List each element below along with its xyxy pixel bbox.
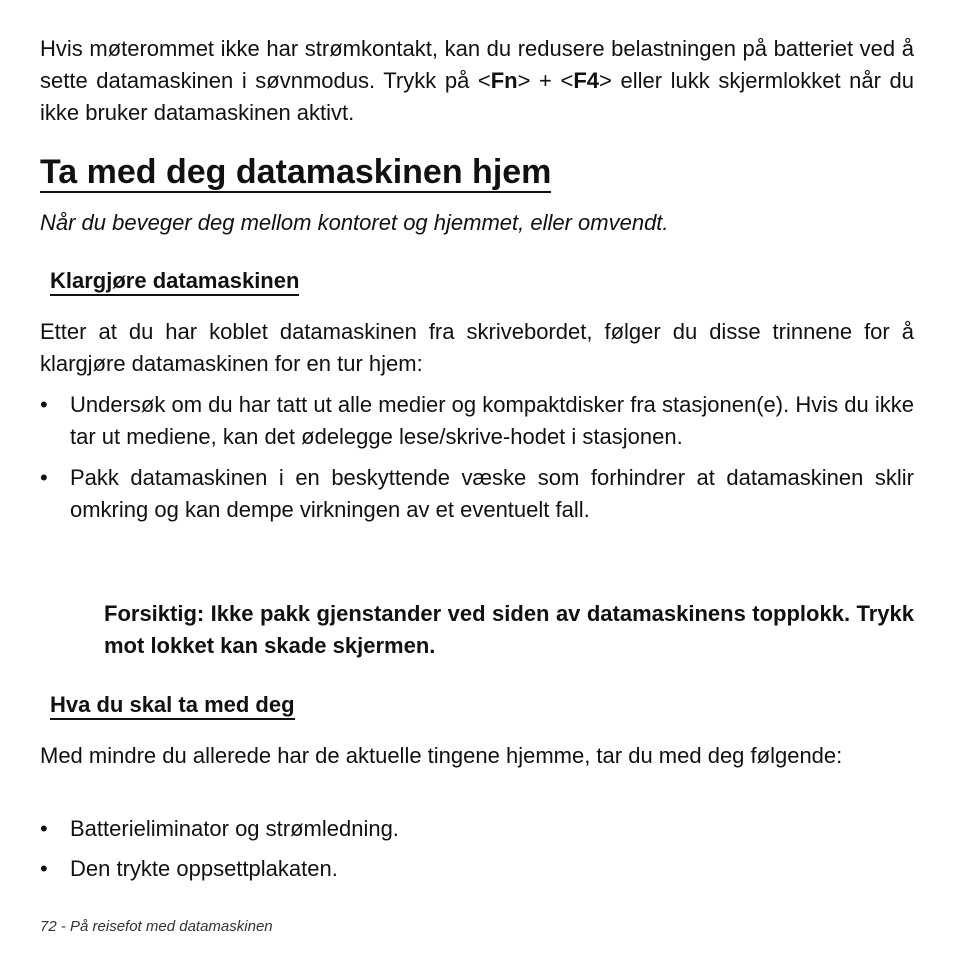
section-heading-bring-text: Hva du skal ta med deg bbox=[50, 692, 295, 720]
prepare-bullet-list bbox=[40, 389, 914, 526]
section-heading-prepare-text: Klargjøre datamaskinen bbox=[50, 268, 299, 296]
list-item-text: Den trykte oppsettplakaten. bbox=[70, 856, 338, 881]
list-item bbox=[40, 853, 914, 885]
intro-text-3: > eller lukk skjermlokket når du ikke bruker datamaskinen aktivt. bbox=[40, 68, 914, 125]
bullet-icon: • bbox=[40, 856, 48, 881]
page-title-text: Ta med deg datamaskinen hjem bbox=[40, 153, 552, 191]
page-footer: 72 - På reisefot med datamaskinen bbox=[40, 918, 273, 935]
list-item bbox=[40, 813, 914, 845]
intro-text-1: Hvis møterommet ikke har strømkontakt, kan du redusere belastningen på batteriet ved å sette datamaskinen i søvnmodus. Trykk på < bbox=[40, 36, 914, 93]
list-item-text: Undersøk om du har tatt ut alle medier og kompaktdisker fra stasjonen(e). Hvis du ikke tar ut mediene, kan det ødelegge lese/skrive-hodet i stasjonen. bbox=[70, 392, 914, 449]
key-f4: F4 bbox=[573, 68, 600, 93]
list-item-text: Pakk datamaskinen i en beskyttende væske som forhindrer at datamaskinen sklir omkring og kan dempe virkningen av et eventuelt fall. bbox=[70, 465, 914, 522]
caution-note: Forsiktig: Ikke pakk gjenstander ved siden av datamaskinens topplokk. Trykk mot lokket kan skade skjermen. bbox=[104, 601, 914, 658]
bullet-icon: • bbox=[40, 465, 48, 490]
section-prepare-paragraph: Etter at du har koblet datamaskinen fra skrivebordet, følger du disse trinnene for å klargjøre datamaskinen for en tur hjem: bbox=[40, 319, 914, 376]
lead-text: Når du beveger deg mellom kontoret og hjemmet, eller omvendt. bbox=[40, 210, 669, 235]
section-heading-bring bbox=[50, 690, 295, 720]
bring-bullet-list bbox=[40, 813, 914, 885]
intro-paragraph bbox=[40, 33, 914, 129]
list-item bbox=[40, 389, 914, 453]
key-fn: Fn bbox=[490, 68, 518, 93]
bullet-icon: • bbox=[40, 392, 48, 417]
intro-text-2: > + < bbox=[517, 68, 574, 93]
list-item bbox=[40, 462, 914, 526]
page-title bbox=[40, 152, 551, 192]
bullet-icon: • bbox=[40, 816, 48, 841]
section-heading-prepare bbox=[50, 266, 299, 296]
list-item-text: Batterieliminator og strømledning. bbox=[70, 816, 399, 841]
section-bring-paragraph: Med mindre du allerede har de aktuelle tingene hjemme, tar du med deg følgende: bbox=[40, 743, 843, 768]
